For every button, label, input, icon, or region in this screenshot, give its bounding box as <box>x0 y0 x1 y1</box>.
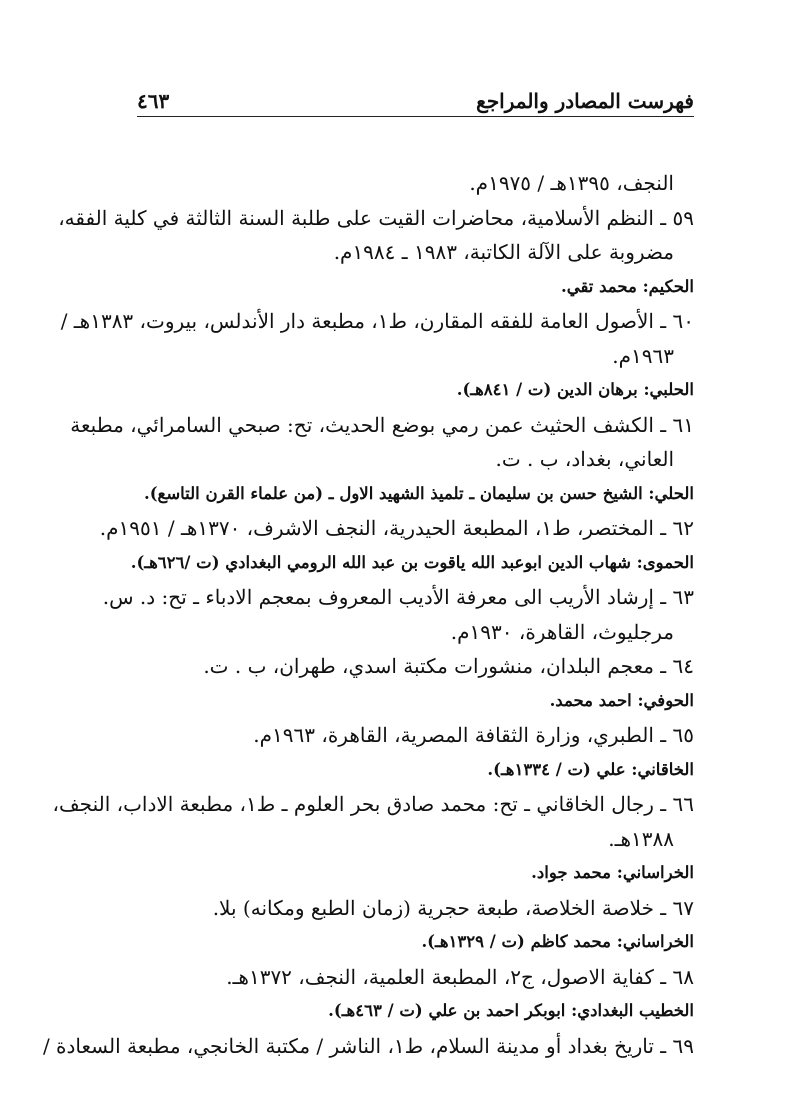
entry-continuation: ١٣٨٨هـ. <box>608 826 674 851</box>
bibliography-entry: ٦٩ ـ تاريخ بغداد أو مدينة السلام، ط١، الناشر / مكتبة الخانجي، مطبعة السعادة / <box>42 1033 694 1058</box>
author-heading: الحلي: الشيخ حسن بن سليمان ـ تلميذ الشهيد الاول ـ (من علماء القرن التاسع). <box>143 483 694 503</box>
entry-continuation: ١٩٦٣م. <box>612 343 674 368</box>
entry-continuation: مرجليوث، القاهرة، ١٩٣٠م. <box>450 619 674 644</box>
bibliography-entry: ٦٢ ـ المختصر، ط١، المطبعة الحيدرية، النجف الاشرف، ١٣٧٠هـ / ١٩٥١م. <box>99 516 694 540</box>
author-heading: الخراساني: محمد كاظم (ت / ١٣٢٩هـ). <box>421 932 694 951</box>
entry-continuation: النجف، ١٣٩٥هـ / ١٩٧٥م. <box>469 171 674 195</box>
bibliography-entry: ٦٣ ـ إرشاد الأريب الى معرفة الأديب المعروف بمعجم الادباء ـ تح: د. س. <box>102 585 694 609</box>
bibliography-entry: ٥٩ ـ النظم الأسلامية، محاضرات القيت على طلبة السنة الثالثة في كلية الفقه، <box>58 205 694 230</box>
author-heading: الخاقاني: علي (ت / ١٣٣٤هـ). <box>487 759 694 779</box>
bibliography-entry: ٦٨ ـ كفاية الاصول، ج٢، المطبعة العلمية، النجف، ١٣٧٢هـ. <box>226 964 694 989</box>
page-number: ٤٦٣ <box>137 89 170 113</box>
author-heading: الحموى: شهاب الدين ابوعبد الله ياقوت بن عبد الله الرومي البغدادي (ت /٦٢٦هـ). <box>130 552 694 572</box>
bibliography-list <box>42 166 694 1063</box>
bibliography-entry: ٦٧ ـ خلاصة الخلاصة، طبعة حجرية (زمان الطبع ومكانه) بلا. <box>212 895 694 920</box>
bibliography-entry: ٦١ ـ الكشف الحثيث عمن رمي بوضع الحديث، تح: صبحي السامرائي، مطبعة <box>70 412 694 437</box>
bibliography-entry: ٦٠ ـ الأصول العامة للفقه المقارن، ط١، مطبعة دار الأندلس، بيروت، ١٣٨٣هـ / <box>60 309 694 333</box>
author-heading: الخراساني: محمد جواد. <box>531 863 694 882</box>
running-title: فهرست المصادر والمراجع <box>476 89 694 113</box>
entry-continuation: مضروبة على الآلة الكاتبة، ١٩٨٣ ـ ١٩٨٤م. <box>333 240 674 264</box>
bibliography-entry: ٦٥ ـ الطبري، وزارة الثقافة المصرية، القاهرة، ١٩٦٣م. <box>253 723 694 747</box>
bibliography-entry: ٦٦ ـ رجال الخاقاني ـ تح: محمد صادق بحر العلوم ـ ط١، مطبعة الاداب، النجف، <box>52 792 694 816</box>
author-heading: الحوفي: احمد محمد. <box>549 690 694 710</box>
author-heading: الخطيب البغدادي: ابوبكر احمد بن علي (ت / ٤٦٣هـ). <box>328 1001 694 1020</box>
bibliography-entry: ٦٤ ـ معجم البلدان، منشورات مكتبة اسدي، طهران، ب . ت. <box>203 654 694 678</box>
author-heading: الحلبي: برهان الدين (ت / ٨٤١هـ). <box>456 380 694 399</box>
author-heading: الحكيم: محمد تقي. <box>560 276 694 296</box>
entry-continuation: العاني، بغداد، ب . ت. <box>495 447 674 471</box>
page-header <box>137 86 694 117</box>
